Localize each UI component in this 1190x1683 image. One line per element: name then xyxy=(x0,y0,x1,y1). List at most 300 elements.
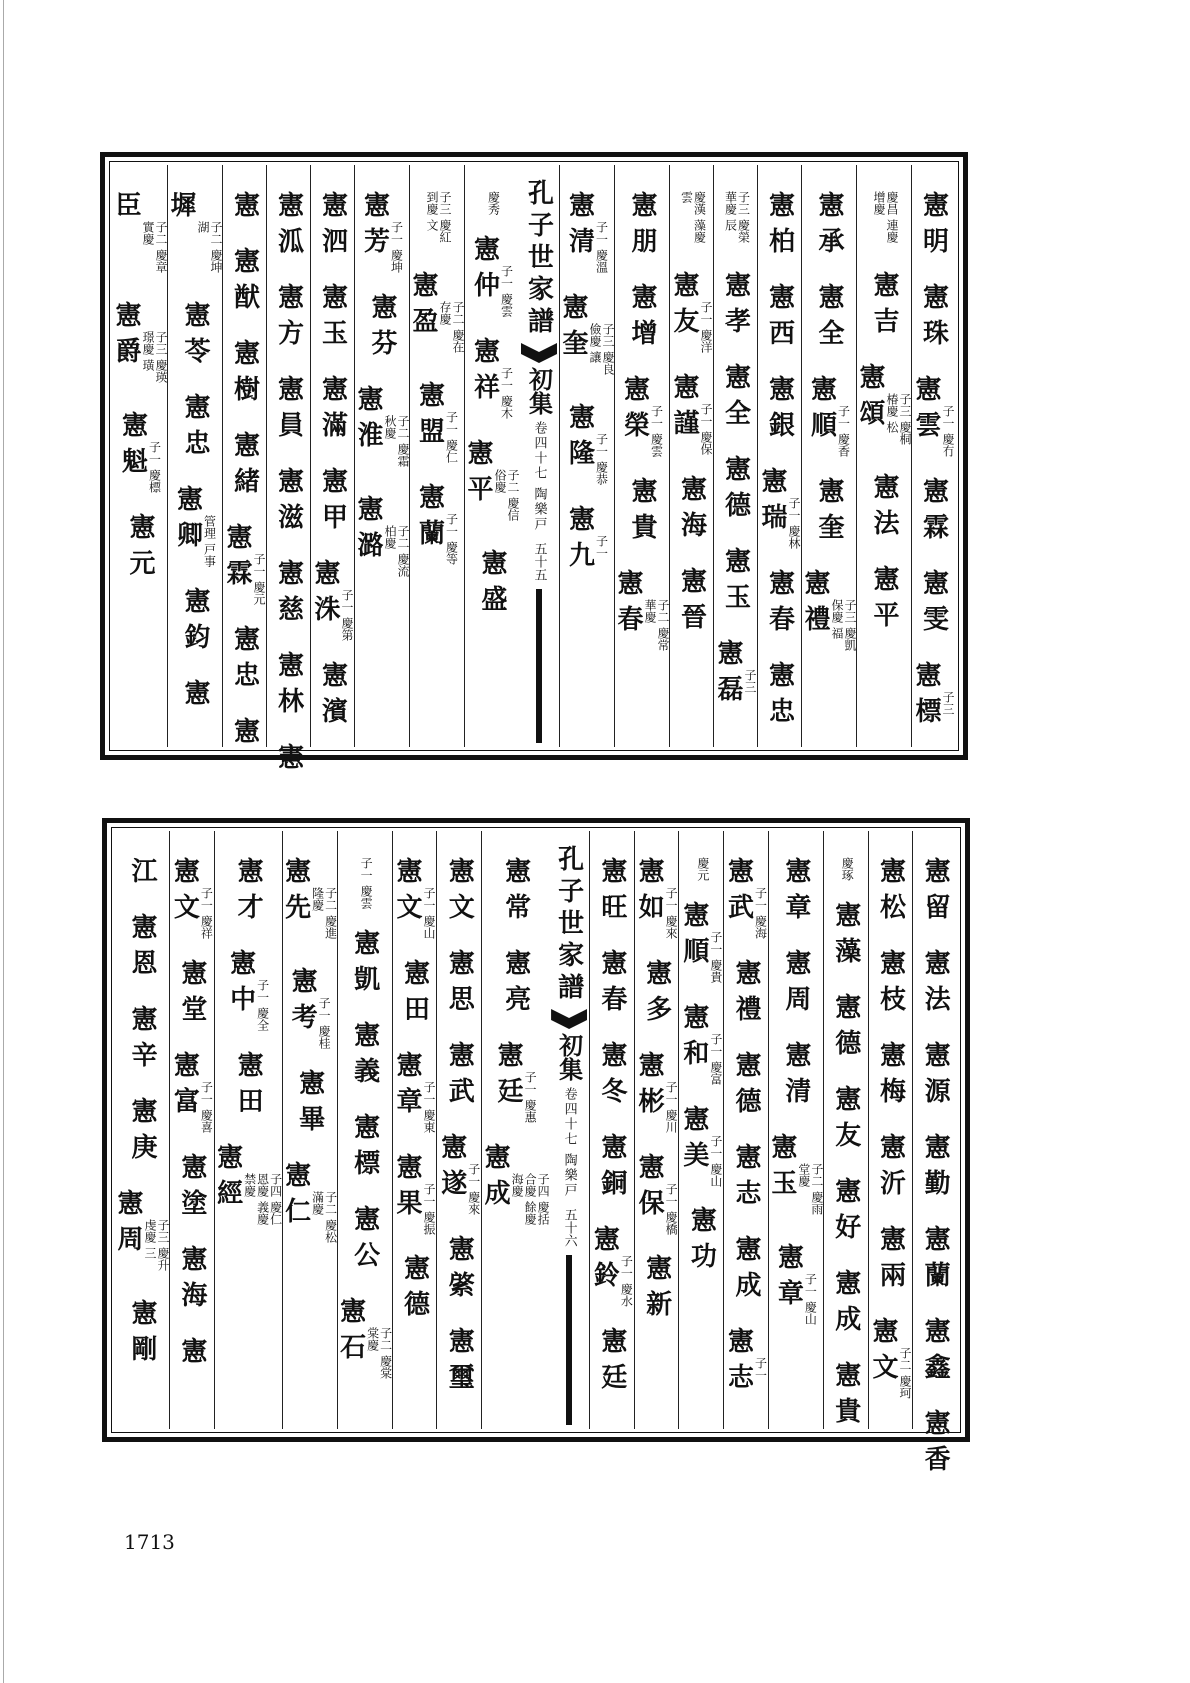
person-name: 憲吉 xyxy=(869,271,899,343)
person-name: 憲凱 xyxy=(349,928,380,1001)
son-note: 子二 慶流 柏慶 xyxy=(383,524,410,577)
genealogy-entry xyxy=(414,482,459,565)
person-name: 憲標 xyxy=(349,1112,380,1185)
son-note: 子一 慶來 xyxy=(466,1163,481,1215)
son-note: 子一 慶水 xyxy=(619,1255,634,1307)
person-name: 憲淮 xyxy=(353,384,383,457)
son-note: 子一 慶橋 xyxy=(664,1182,679,1235)
name-column xyxy=(409,165,464,747)
son-note: 子一 慶坤 xyxy=(389,221,404,273)
person-name: 憲清 xyxy=(780,1041,811,1113)
person-name: 憲盟 xyxy=(414,381,445,453)
genealogy-entry xyxy=(629,191,655,263)
person-name: 憲玉 xyxy=(720,547,751,619)
son-note: 子二 慶章 實慶 xyxy=(141,221,168,273)
genealogy-entry xyxy=(560,293,614,383)
genealogy-entry xyxy=(229,624,260,697)
genealogy-entry xyxy=(444,949,475,1021)
person-name: 憲奎 xyxy=(814,476,844,549)
genealogy-entry xyxy=(317,283,348,355)
person-name: 憲苓 xyxy=(180,301,210,373)
genealogy-entry xyxy=(414,381,459,463)
household-label: 陶樂戸 xyxy=(531,487,547,532)
person-name: 憲朋 xyxy=(627,191,657,263)
person-name: 憲章 xyxy=(780,857,811,929)
son-note: 子一 慶桂 xyxy=(317,997,332,1049)
person-name: 憲猷 xyxy=(229,247,260,319)
name-column xyxy=(222,165,266,753)
person-name: 憲沂 xyxy=(875,1133,906,1205)
person-name: 憲雯 xyxy=(918,568,949,641)
person-name: 憲周 xyxy=(780,949,811,1021)
name-column xyxy=(911,165,955,747)
genealogy-entry xyxy=(479,549,505,621)
genealogy-entry xyxy=(764,660,795,733)
son-note: 子一 慶標 xyxy=(147,441,162,493)
person-name: 憲 xyxy=(229,191,260,227)
person-name: 憲承 xyxy=(814,191,844,263)
person-name: 憲塗 xyxy=(176,1152,207,1225)
person-name: 憲順 xyxy=(678,901,709,973)
genealogy-entry xyxy=(678,901,723,983)
folio-number: 五十六 xyxy=(561,1208,577,1247)
genealogy-entry xyxy=(731,1234,762,1307)
fold-header xyxy=(519,165,559,747)
genealogy-entry xyxy=(918,191,949,263)
person-name: 憲清 xyxy=(564,191,595,263)
name-column xyxy=(856,165,911,747)
person-name: 憲文 xyxy=(444,857,475,929)
son-note: 慶元 xyxy=(695,857,710,881)
person-name: 憲和 xyxy=(678,1002,709,1075)
person-name: 憲柏 xyxy=(764,191,795,263)
name-column xyxy=(634,831,679,1429)
person-name: 憲珠 xyxy=(918,283,949,355)
genealogy-entry xyxy=(564,504,609,577)
genealogy-entry xyxy=(615,569,669,659)
name-column xyxy=(823,831,868,1433)
person-name: 憲榮 xyxy=(619,375,650,447)
genealogy-entry xyxy=(444,1234,475,1307)
son-note: 子一 慶元 xyxy=(252,553,266,605)
genealogy-entry xyxy=(349,928,380,1001)
genealogy-entry xyxy=(619,375,664,457)
person-name: 憲恩 xyxy=(126,913,157,985)
son-note: 子一 慶海 xyxy=(753,887,768,939)
son-note: 子二 慶珂 xyxy=(897,1347,912,1399)
son-note: 子二 慶坤 湖 xyxy=(196,221,223,273)
genealogy-entry xyxy=(113,191,167,281)
genealogy-entry xyxy=(410,271,464,361)
son-note: 子一 慶恭 xyxy=(594,432,609,485)
genealogy-entry xyxy=(830,1177,861,1249)
genealogy-entry xyxy=(731,958,762,1031)
genealogy-entry xyxy=(764,283,795,355)
son-note: 子二 慶常 華慶 xyxy=(643,598,670,651)
person-name: 憲九 xyxy=(564,504,595,577)
son-note: 子二 慶信 俗慶 xyxy=(493,468,520,521)
genealogy-entry xyxy=(720,455,751,527)
genealogy-entry xyxy=(117,411,162,493)
person-name: 憲遂 xyxy=(436,1133,467,1205)
son-note: 子一 慶富 xyxy=(708,1032,723,1085)
person-name: 憲新 xyxy=(641,1254,672,1327)
person-name: 憲才 xyxy=(233,857,264,929)
person-name: 憲先 xyxy=(280,857,311,929)
person-name: 憲忠 xyxy=(180,393,210,465)
genealogy-entry xyxy=(312,559,353,641)
person-name: 憲奎 xyxy=(558,292,588,365)
name-column xyxy=(266,165,310,779)
name-column xyxy=(678,831,723,1429)
collection-label: 初集 xyxy=(524,367,554,415)
genealogy-entry xyxy=(871,473,897,545)
person-name: 憲貴 xyxy=(627,476,657,549)
bottom-genealogy-page xyxy=(102,818,970,1481)
name-column xyxy=(589,831,634,1429)
person-name: 憲仁 xyxy=(280,1160,311,1233)
genealogy-entry xyxy=(233,857,264,929)
name-column xyxy=(713,165,757,747)
genealogy-entry xyxy=(920,1225,951,1297)
son-note: 子二 慶進 隆慶 xyxy=(310,887,338,939)
volume-label: 卷四十七 xyxy=(561,1087,577,1147)
son-note: 子一 慶祥 xyxy=(199,887,214,939)
son-note: 慶漢 藻慶 雲 xyxy=(679,191,707,243)
person-name: 憲謹 xyxy=(669,372,699,445)
name-column xyxy=(464,165,519,747)
person-name: 憲芳 xyxy=(359,191,390,263)
genealogy-entry xyxy=(500,857,531,929)
genealogy-entry xyxy=(722,191,750,251)
name-column xyxy=(169,831,214,1429)
genealogy-entry xyxy=(349,1204,380,1277)
genealogy-entry xyxy=(676,474,707,547)
genealogy-entry xyxy=(482,1143,549,1233)
genealogy-entry xyxy=(806,375,851,457)
name-column xyxy=(614,165,669,747)
son-note: 子一 慶全 xyxy=(255,979,270,1031)
fishtail-mark xyxy=(521,343,557,363)
genealogy-entry xyxy=(596,1041,627,1113)
person-name: 憲祥 xyxy=(469,336,500,409)
son-note: 子一 慶貴 xyxy=(708,931,723,983)
name-column xyxy=(669,165,713,747)
folio-number: 五十五 xyxy=(531,542,547,581)
genealogy-entry xyxy=(764,375,795,447)
son-note: 管理 戸事 xyxy=(202,515,217,567)
person-name: 憲辛 xyxy=(126,1005,157,1077)
person-name: 憲文 xyxy=(867,1317,898,1389)
genealogy-entry xyxy=(780,1041,811,1113)
genealogy-entry xyxy=(176,1244,207,1317)
person-name: 憲章 xyxy=(773,1243,804,1315)
genealogy-entry xyxy=(641,1254,672,1327)
person-name: 憲友 xyxy=(669,271,699,343)
person-name: 憲德 xyxy=(720,455,751,527)
person-name: 憲盈 xyxy=(408,271,438,343)
person-name: 憲忠 xyxy=(229,624,260,697)
person-name: 憲畢 xyxy=(294,1068,325,1141)
son-note: 子一 慶雲 xyxy=(359,857,374,909)
person-name: 憲爵 xyxy=(111,301,141,373)
son-note: 子二 慶在 存慶 xyxy=(438,301,465,353)
person-name: 憲員 xyxy=(273,375,304,447)
genealogy-entry xyxy=(636,1051,677,1133)
genealogy-entry xyxy=(495,1041,536,1123)
genealogy-entry xyxy=(113,301,167,391)
person-name: 憲果 xyxy=(392,1152,423,1225)
genealogy-entry xyxy=(870,191,898,251)
genealogy-entry xyxy=(715,639,756,711)
name-column xyxy=(167,165,222,747)
name-column xyxy=(310,165,354,747)
son-note: 子一 慶溫 xyxy=(594,221,609,273)
genealogy-entry xyxy=(317,660,348,733)
genealogy-entry xyxy=(694,857,709,881)
genealogy-entry xyxy=(671,271,712,353)
person-name: 憲保 xyxy=(634,1152,665,1225)
person-name: 憲文 xyxy=(169,857,200,929)
son-note: 子三 xyxy=(941,690,955,715)
genealogy-entry xyxy=(273,467,304,539)
son-note: 子三 慶桐 椿慶 松 xyxy=(885,393,912,445)
son-note: 子一 慶保 xyxy=(699,402,713,455)
son-note: 子二 慶棠 棠慶 xyxy=(365,1326,393,1379)
genealogy-entry xyxy=(766,1133,824,1223)
person-name: 憲勤 xyxy=(920,1133,951,1205)
person-name: 憲富 xyxy=(169,1050,200,1123)
genealogy-entry xyxy=(871,565,897,637)
person-name: 憲成 xyxy=(731,1234,762,1307)
genealogy-entry xyxy=(596,949,627,1021)
person-name: 憲亮 xyxy=(500,949,531,1021)
son-note: 子二 慶雨 堂慶 xyxy=(796,1163,824,1215)
genealogy-entry xyxy=(171,1051,212,1133)
person-name: 憲成 xyxy=(830,1269,861,1341)
genealogy-entry xyxy=(126,1005,157,1077)
fold-header xyxy=(549,831,589,1429)
person-name: 憲庚 xyxy=(126,1097,157,1169)
genealogy-entry xyxy=(500,949,531,1021)
genealogy-entry xyxy=(355,495,409,585)
person-name: 憲全 xyxy=(720,363,751,435)
son-note: 子一 慶木 xyxy=(499,366,514,419)
genealogy-entry xyxy=(875,1225,906,1297)
genealogy-entry xyxy=(913,375,954,457)
person-name: 憲周 xyxy=(112,1189,143,1261)
household-label: 陶樂戸 xyxy=(561,1153,577,1198)
person-name: 憲德 xyxy=(830,993,861,1065)
son-note: 子一 xyxy=(594,534,609,559)
genealogy-entry xyxy=(280,1160,338,1251)
genealogy-entry xyxy=(857,363,911,453)
genealogy-entry xyxy=(723,857,768,939)
person-name: 憲德 xyxy=(731,1050,762,1123)
genealogy-entry xyxy=(816,283,842,355)
person-name: 憲全 xyxy=(814,283,844,355)
genealogy-entry xyxy=(229,716,260,753)
genealogy-entry xyxy=(678,1002,723,1085)
person-name: 憲平 xyxy=(463,438,493,511)
top-columns xyxy=(111,165,955,779)
person-name: 憲廷 xyxy=(493,1041,524,1113)
son-note: 子一 慶來 xyxy=(664,887,679,939)
genealogy-entry xyxy=(127,513,153,585)
person-name: 憲泒 xyxy=(273,191,304,263)
genealogy-entry xyxy=(629,283,655,355)
person-name: 憲蘭 xyxy=(920,1225,951,1297)
genealogy-entry xyxy=(875,949,906,1021)
genealogy-entry xyxy=(182,679,208,715)
person-name: 憲兩 xyxy=(875,1225,906,1297)
person-name: 憲剛 xyxy=(126,1299,157,1371)
person-name: 憲磊 xyxy=(713,639,743,711)
person-name: 憲公 xyxy=(349,1204,380,1277)
person-name: 憲文 xyxy=(392,857,423,929)
person-name: 憲海 xyxy=(676,474,707,547)
genealogy-entry xyxy=(349,1020,380,1093)
son-note: 子一 慶仁 xyxy=(444,411,459,463)
person-name: 憲田 xyxy=(399,958,430,1031)
person-name: 憲德 xyxy=(399,1254,430,1327)
person-name: 憲堂 xyxy=(176,958,207,1031)
person-name: 憲慈 xyxy=(273,559,304,631)
son-note: 子一 慶雲 xyxy=(649,405,664,457)
son-note: 子一 慶山 xyxy=(708,1134,723,1187)
son-note: 子一 慶冇 xyxy=(941,405,955,457)
genealogy-entry xyxy=(686,1206,717,1279)
genealogy-entry xyxy=(229,431,260,503)
son-note: 子二 慶松 滿慶 xyxy=(310,1190,338,1243)
person-name: 憲緒 xyxy=(229,431,260,503)
genealogy-entry xyxy=(564,402,609,485)
genealogy-entry xyxy=(369,293,395,365)
genealogy-entry xyxy=(444,857,475,929)
son-note: 子一 慶東 xyxy=(422,1080,437,1133)
genealogy-entry xyxy=(444,1041,475,1113)
name-column xyxy=(214,831,282,1429)
genealogy-entry xyxy=(317,467,348,539)
genealogy-entry xyxy=(171,857,212,939)
son-note: 子一 xyxy=(753,1356,768,1381)
person-name: 憲經 xyxy=(212,1142,243,1215)
genealogy-entry xyxy=(830,1269,861,1341)
person-name: 憲洙 xyxy=(310,559,340,631)
genealogy-entry xyxy=(920,1409,951,1481)
person-name: 憲 xyxy=(273,743,304,779)
genealogy-entry xyxy=(678,191,706,251)
person-name: 憲西 xyxy=(764,283,795,355)
genealogy-entry xyxy=(172,485,217,567)
person-name: 臣 xyxy=(111,191,141,227)
genealogy-entry xyxy=(224,523,265,605)
son-note: 慶秀 xyxy=(486,191,501,215)
genealogy-entry xyxy=(126,857,157,893)
genealogy-entry xyxy=(731,1050,762,1123)
person-name: 憲春 xyxy=(596,949,627,1021)
genealogy-entry xyxy=(423,191,451,251)
son-note: 子三 慶紅 到慶 文 xyxy=(425,191,452,243)
name-column xyxy=(768,831,823,1429)
genealogy-entry xyxy=(335,1296,393,1387)
genealogy-entry xyxy=(273,559,304,631)
person-name: 憲義 xyxy=(349,1020,380,1093)
genealogy-entry xyxy=(720,271,751,343)
genealogy-entry xyxy=(349,1112,380,1185)
name-column xyxy=(757,165,801,747)
son-note: 子三 慶榮 華慶 辰 xyxy=(723,191,751,243)
genealogy-entry xyxy=(229,191,260,227)
person-name: 憲武 xyxy=(444,1041,475,1113)
genealogy-entry xyxy=(273,283,304,355)
person-name: 憲雲 xyxy=(911,375,941,447)
person-name: 憲多 xyxy=(641,958,672,1031)
person-name: 憲法 xyxy=(920,949,951,1021)
genealogy-entry xyxy=(816,191,842,263)
genealogy-entry xyxy=(280,857,338,947)
genealogy-entry xyxy=(229,339,260,411)
fold-line xyxy=(536,589,542,743)
person-name: 墀 xyxy=(166,191,196,227)
genealogy-entry xyxy=(629,477,655,549)
name-column xyxy=(282,831,337,1429)
genealogy-entry xyxy=(176,958,207,1031)
person-name: 憲滋 xyxy=(273,467,304,539)
genealogy-entry xyxy=(469,336,514,419)
top-genealogy-page xyxy=(100,152,968,779)
son-note: 子三 慶升 虔慶 三 xyxy=(142,1219,170,1271)
genealogy-entry xyxy=(875,857,906,929)
genealogy-entry xyxy=(780,857,811,929)
genealogy-entry xyxy=(596,1133,627,1205)
volume-label: 卷四十七 xyxy=(531,421,547,481)
fold-line xyxy=(566,1255,572,1425)
person-name: 憲留 xyxy=(920,857,951,929)
person-name: 憲松 xyxy=(875,857,906,929)
person-name: 憲 xyxy=(229,716,260,753)
person-name: 憲友 xyxy=(830,1085,861,1157)
person-name: 憲思 xyxy=(444,949,475,1021)
son-note: 子三 慶良 儉慶 讓 xyxy=(588,322,615,375)
person-name: 憲忠 xyxy=(764,660,795,733)
person-name: 憲隆 xyxy=(564,402,595,475)
person-name: 憲中 xyxy=(225,949,256,1021)
son-note: 子一 慶第 xyxy=(340,589,354,641)
person-name: 憲廷 xyxy=(596,1326,627,1399)
name-column xyxy=(337,831,392,1429)
person-name: 憲泗 xyxy=(317,191,348,263)
genealogy-entry xyxy=(394,857,435,939)
genealogy-entry xyxy=(591,1225,632,1307)
name-column xyxy=(723,831,768,1429)
son-note: 子一 慶等 xyxy=(444,512,459,565)
genealogy-entry xyxy=(816,477,842,549)
person-name: 憲明 xyxy=(918,191,949,263)
collection-label: 初集 xyxy=(554,1033,584,1081)
person-name: 憲禮 xyxy=(731,958,762,1031)
genealogy-entry xyxy=(920,857,951,929)
person-name: 憲蘭 xyxy=(414,482,445,555)
person-name: 憲禮 xyxy=(800,568,830,641)
person-name: 憲田 xyxy=(233,1050,264,1123)
person-name: 憲滿 xyxy=(317,375,348,447)
genealogy-entry xyxy=(465,439,519,529)
person-name: 憲霖 xyxy=(918,476,949,549)
genealogy-entry xyxy=(168,191,222,281)
genealogy-entry xyxy=(485,191,500,215)
genealogy-entry xyxy=(723,1326,768,1399)
